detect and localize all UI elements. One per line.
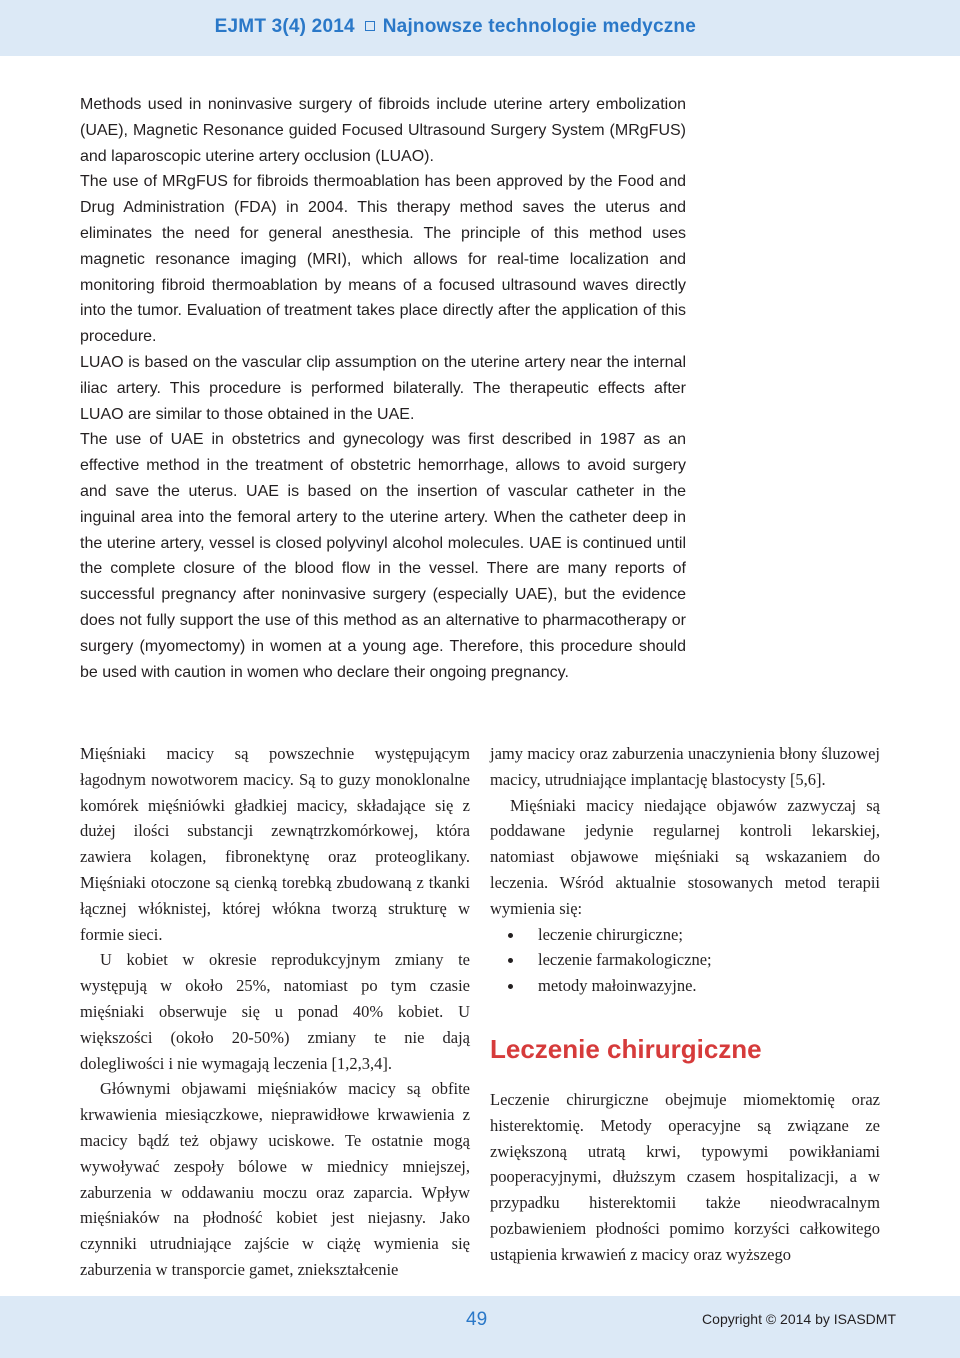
- body-paragraph: Mięśniaki macicy niedające objawów zazwyczaj są poddawane jedynie regularnej kontroli lekarskiej, natomiast objawowe mięśniaki są wskazaniem do leczenia. Wśród aktualnie stosowanych metod terapii wymienia się:: [490, 795, 880, 918]
- page-header: [0, 0, 960, 56]
- english-abstract: [80, 92, 686, 685]
- copyright-notice: Copyright © 2014 by ISASDMT: [702, 1311, 896, 1327]
- abstract-paragraph: The use of UAE in obstetrics and gynecology was first described in 1987 as an effective method in the treatment of obstetric hemorrhage, allows to avoid surgery and save the uterus. UAE is based on the insertion of vascular catheter in the inguinal area into the femoral artery to the uterine artery. When the catheter deep in the uterine artery, vessel is closed polyvinyl alcohol molecules. UAE is continued until the complete closure of the blood flow in the vessel. There are many reports of successful pregnancy after noninvasive surgery (especially UAE), but the evidence does not fully support the use of this method as an alternative to pharmacotherapy or surgery (myomectomy) in women at a young age. Therefore, this procedure should be used with caution in women who declare their ongoing pregnancy.: [80, 431, 686, 681]
- body-paragraph: Mięśniaki macicy są powszechnie występującym łagodnym nowotworem macicy. Są to guzy monoklonalne komórek mięśniówki gładkiej macicy, składające się z dużej ilości substancji zewnątrzkomórkowej, która zawiera kolagen, fibronektynę oraz proteoglikany. Mięśniaki otoczone są cienką torebką zbudowaną z tkanki łącznej włóknistej, której włókna tworzą strukturę w formie sieci.: [80, 744, 470, 944]
- running-head: [215, 16, 696, 38]
- separator-square-icon: [365, 21, 375, 31]
- abstract-paragraph: Methods used in noninvasive surgery of fibroids include uterine artery embolization (UAE), Magnetic Resonance guided Focused Ultrasound Surgery System (MRgFUS) and laparoscopic uterine artery occlusion (LUAO).: [80, 96, 686, 165]
- body-paragraph: jamy macicy oraz zaburzenia unaczynienia błony śluzowej macicy, utrudniające implantację blastocysty [5,6].: [490, 744, 880, 789]
- abstract-paragraph: The use of MRgFUS for fibroids thermoablation has been approved by the Food and Drug Administration (FDA) in 2004. This therapy method saves the uterus and eliminates the need for general anesthesia. The principle of this method uses magnetic resonance imaging (MRI), which allows for real-time localization and monitoring fibroid thermoablation by means of a focused ultrasound waves directly into the tumor. Evaluation of treatment takes place directly after the application of this procedure.: [80, 173, 686, 346]
- list-item: leczenie farmakologiczne;: [508, 947, 880, 973]
- page-footer: [0, 1296, 960, 1358]
- body-paragraph: Leczenie chirurgiczne obejmuje miomektomię oraz histerektomię. Metody operacyjne są związane ze zwiększoną utratą krwi, typowymi powikłaniami pooperacyjnymi, dłuższym czasem hospitalizacji, a w przypadku histerektomii także nieodwracalnym pozbawieniem płodności pomimo korzyści całkowitego ustąpienia krwawień z macicy oraz wyższego: [490, 1089, 880, 1264]
- journal-name: EJMT 3(4) 2014: [214, 16, 355, 37]
- page-number: 49: [466, 1309, 488, 1330]
- abstract-paragraph: LUAO is based on the vascular clip assumption on the uterine artery near the internal iliac artery. This procedure is performed bilaterally. The therapeutic effects after LUAO are similar to those obtained in the UAE.: [80, 353, 686, 423]
- body-paragraph: Głównymi objawami mięśniaków macicy są obfite krwawienia miesiączkowe, nieprawidłowe krwawienia z macicy bądź też objawy uciskowe. Te ostatnie mogą wywoływać zespoły bólowe w miednicy mniejszej, zaburzenia w oddawaniu moczu oraz zaparcia. Wpływ mięśniaków na płodność kobiet jest niejasny. Jako czynniki utrudniające zajście w ciążę wymienia się zaburzenia w transporcie gamet, zniekształcenie: [80, 1079, 470, 1279]
- right-column: [490, 741, 880, 1268]
- section-name: Najnowsze technologie medyczne: [382, 16, 696, 37]
- list-item: metody małoinwazyjne.: [508, 973, 880, 999]
- section-heading: Leczenie chirurgiczne: [490, 1033, 762, 1064]
- left-column: [80, 741, 470, 1283]
- treatment-methods-list: [490, 922, 880, 999]
- body-paragraph: U kobiet w okresie reprodukcyjnym zmiany te występują w około 25%, natomiast po tym czasie mięśniaki obserwuje się u ponad 40% kobiet. U większości (około 20-50%) zmiany te nie dają dolegliwości i nie wymagają leczenia [1,2,3,4].: [80, 950, 470, 1073]
- list-item: leczenie chirurgiczne;: [508, 922, 880, 948]
